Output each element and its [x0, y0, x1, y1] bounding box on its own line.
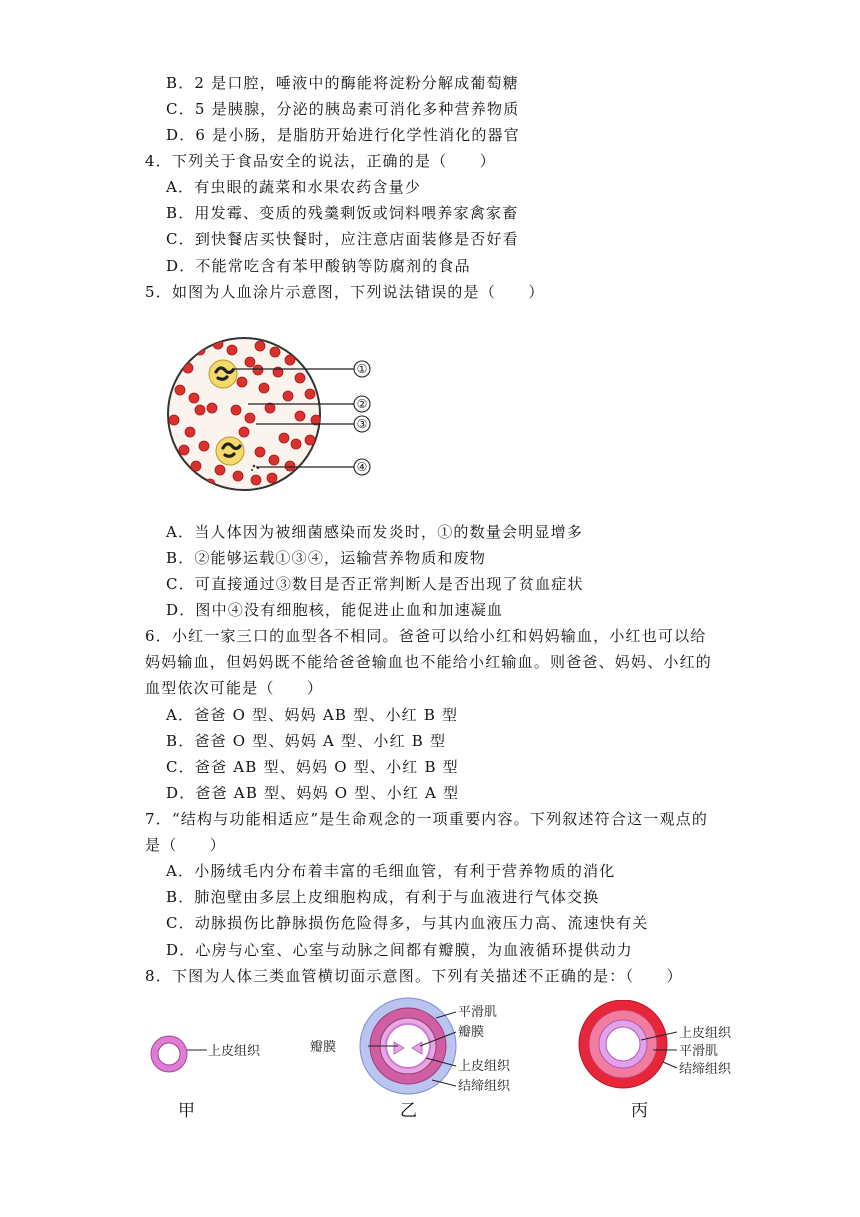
- q3-option-b: B．2 是口腔，唾液中的酶能将淀粉分解成葡萄糖: [166, 74, 519, 92]
- q7-stem-line2: 是（ ）: [145, 836, 227, 854]
- q6-stem-line3: 血型依次可能是（ ）: [145, 679, 324, 697]
- yi-label-smooth-muscle: 平滑肌: [458, 1005, 498, 1020]
- white-blood-cell: [216, 437, 244, 465]
- q7-option-d: D．心房与心室、心室与动脉之间都有瓣膜，为血液循环提供动力: [166, 941, 633, 959]
- q4-option-c: C．到快餐店买快餐时，应注意店面装修是否好看: [166, 230, 519, 248]
- blood-smear-figure: [160, 320, 390, 510]
- caption-jia: 甲: [178, 1101, 195, 1121]
- q6-stem-line2: 妈妈输血，但妈妈既不能给爸爸输血也不能给小红输血。则爸爸、妈妈、小红的: [145, 653, 713, 671]
- q6-option-d: D．爸爸 AB 型、妈妈 O 型、小红 A 型: [166, 784, 460, 802]
- q4-option-d: D．不能常吃含有苯甲酸钠等防腐剂的食品: [166, 257, 471, 275]
- label-1: ①: [356, 362, 368, 376]
- q8-stem: 8．下图为人体三类血管横切面示意图。下列有关描述不正确的是：（ ）: [145, 967, 683, 985]
- q4-stem: 4．下列关于食品安全的说法，正确的是（ ）: [145, 152, 496, 170]
- q3-option-c: C．5 是胰腺，分泌的胰岛素可消化多种营养物质: [166, 100, 520, 118]
- white-blood-cell: [209, 360, 237, 388]
- vessel-yi-figure: [308, 996, 540, 1102]
- label-4: ④: [356, 460, 368, 474]
- q5-stem: 5．如图为人血涂片示意图，下列说法错误的是（ ）: [145, 283, 545, 301]
- yi-label-connective: 结缔组织: [458, 1079, 511, 1094]
- q7-option-b: B．肺泡壁由多层上皮细胞构成，有利于与血液进行气体交换: [166, 888, 600, 906]
- caption-bing: 丙: [631, 1101, 648, 1121]
- yi-label-epithelium: 上皮组织: [458, 1059, 511, 1074]
- q5-option-c: C．可直接通过③数目是否正常判断人是否出现了贫血症状: [166, 575, 584, 593]
- q5-option-d: D．图中④没有细胞核，能促进止血和加速凝血: [166, 601, 504, 619]
- bing-label-connective: 结缔组织: [679, 1062, 732, 1077]
- q6-option-c: C．爸爸 AB 型、妈妈 O 型、小红 B 型: [166, 758, 459, 776]
- yi-label-valve-right: 瓣膜: [458, 1025, 485, 1040]
- label-3: ③: [356, 417, 368, 431]
- q4-option-a: A．有虫眼的蔬菜和水果农药含量少: [166, 178, 422, 196]
- q7-option-a: A．小肠绒毛内分布着丰富的毛细血管，有利于营养物质的消化: [166, 862, 616, 880]
- bing-label-epithelium: 上皮组织: [679, 1026, 732, 1041]
- q7-stem-line1: 7．“结构与功能相适应”是生命观念的一项重要内容。下列叙述符合这一观点的: [145, 810, 709, 828]
- label-2: ②: [356, 397, 368, 411]
- yi-label-valve-left: 瓣膜: [310, 1040, 337, 1055]
- caption-yi: 乙: [400, 1101, 417, 1121]
- vessel-bing-figure: [555, 1000, 745, 1100]
- q4-option-b: B．用发霉、变质的残羹剩饭或饲料喂养家禽家畜: [166, 204, 519, 222]
- jia-label-epithelium: 上皮组织: [208, 1044, 261, 1059]
- q6-stem-line1: 6．小红一家三口的血型各不相同。爸爸可以给小红和妈妈输血，小红也可以给: [145, 627, 707, 645]
- bing-label-smooth-muscle: 平滑肌: [679, 1044, 719, 1059]
- q3-option-d: D．6 是小肠，是脂肪开始进行化学性消化的器官: [166, 126, 520, 144]
- vessel-jia-figure: [145, 1030, 275, 1080]
- q5-option-a: A．当人体因为被细菌感染而发炎时，①的数量会明显增多: [166, 523, 584, 541]
- q6-option-b: B．爸爸 O 型、妈妈 A 型、小红 B 型: [166, 732, 447, 750]
- q6-option-a: A．爸爸 O 型、妈妈 AB 型、小红 B 型: [166, 706, 459, 724]
- q5-option-b: B．②能够运载①③④，运输营养物质和废物: [166, 549, 487, 567]
- q7-option-c: C．动脉损伤比静脉损伤危险得多，与其内血液压力高、流速快有关: [166, 914, 649, 932]
